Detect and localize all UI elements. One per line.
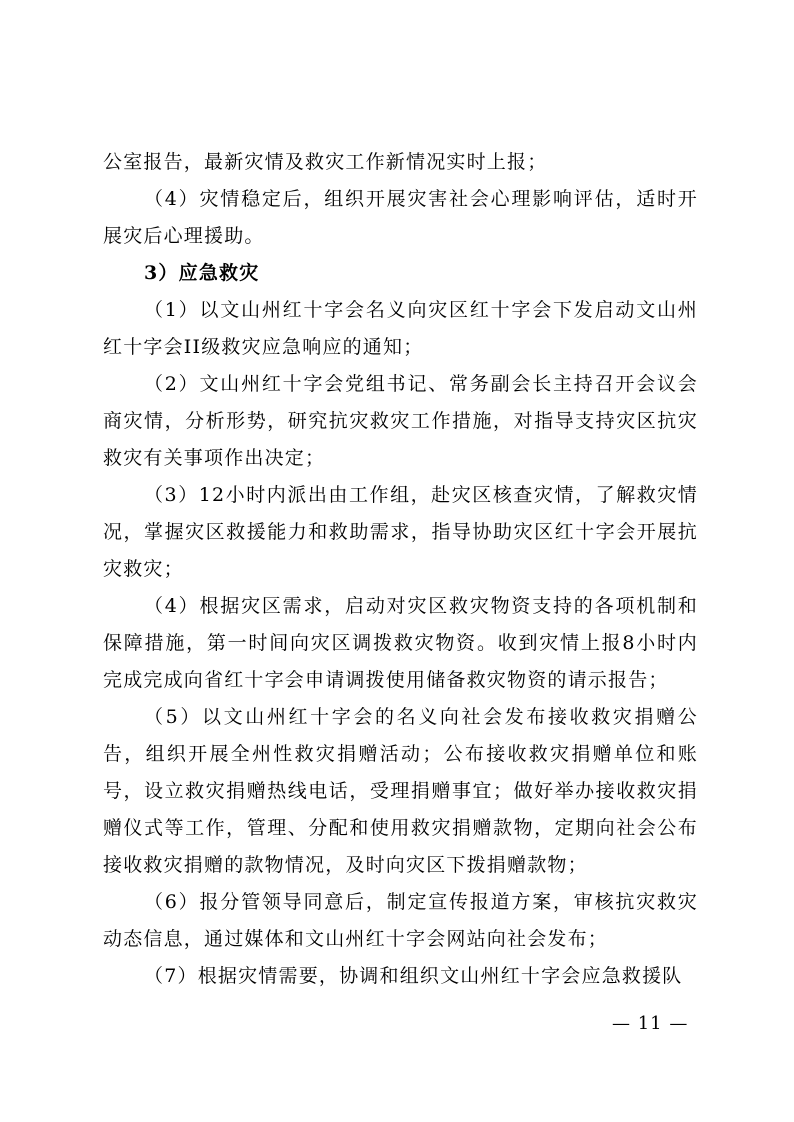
list-item-consultation-meeting: （2）文山州红十字会党组书记、常务副会长主持召开会议会商灾情，分析形势，研究抗灾救灾工作措施，对指导支持灾区抗灾救灾有关事项作出决定；: [103, 373, 698, 469]
list-item-work-team: （3）12小时内派出由工作组，赴灾区核查灾情，了解救灾情况，掌握灾区救援能力和救助需求，指导协助灾区红十字会开展抗灾救灾；: [103, 484, 698, 580]
list-item-rescue-team: （7）根据灾情需要，协调和组织文山州红十字会应急救援队: [144, 965, 683, 987]
document-body: [103, 144, 698, 995]
section-heading-emergency-relief: 3）应急救灾: [144, 262, 260, 284]
list-item-response-notice: （1）以文山州红十字会名义向灾区红十字会下发启动文山州红十字会II级救灾应急响应的通知；: [103, 299, 698, 358]
continuation-paragraph: 公室报告，最新灾情及救灾工作新情况实时上报；: [103, 151, 548, 173]
list-item-publicity-plan: （6）报分管领导同意后，制定宣传报道方案，审核抗灾救灾动态信息，通过媒体和文山州红十字会网站向社会发布；: [103, 891, 698, 950]
page-number: — 11 —: [612, 1013, 689, 1034]
list-item-psychological-assessment: （4）灾情稳定后，组织开展灾害社会心理影响评估，适时开展灾后心理援助。: [103, 188, 698, 247]
list-item-donation-announcement: （5）以文山州红十字会的名义向社会发布接收救灾捐赠公告，组织开展全州性救灾捐赠活动；公布接收救灾捐赠单位和账号，设立救灾捐赠热线电话，受理捐赠事宜；做好举办接收救灾捐赠仪式等工作，管理、分配和使用救灾捐赠款物，定期向社会公布接收救灾捐赠的款物情况，及时向灾区下拨捐赠款物；: [103, 706, 698, 876]
list-item-relief-materials: （4）根据灾区需求，启动对灾区救灾物资支持的各项机制和保障措施，第一时间向灾区调拨救灾物资。收到灾情上报8小时内完成完成向省红十字会申请调拨使用储备救灾物资的请示报告；: [103, 595, 698, 691]
